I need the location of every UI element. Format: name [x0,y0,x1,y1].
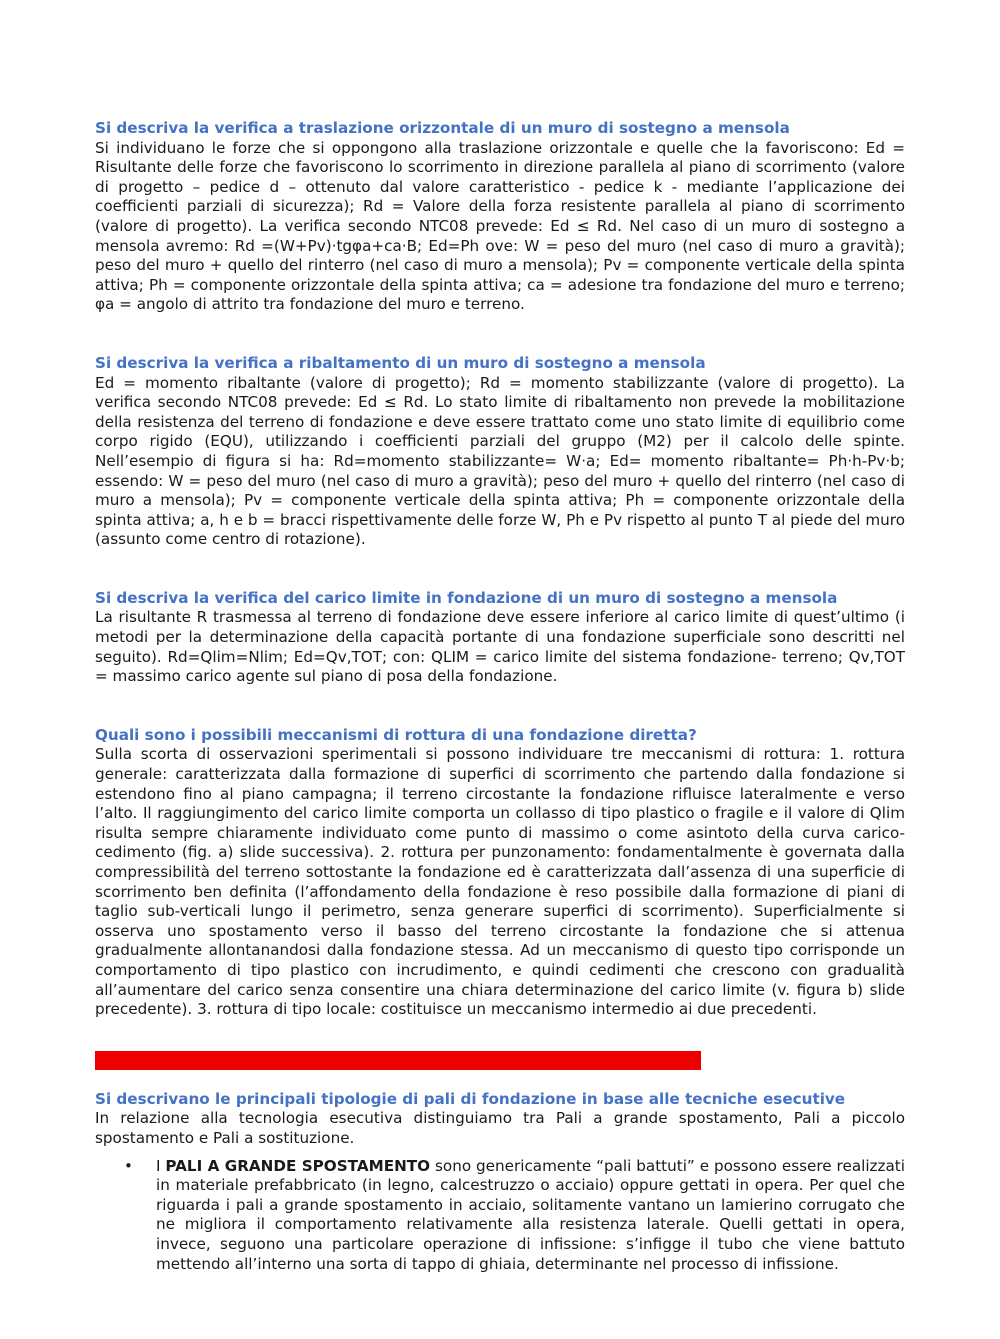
section-translation-check [95,119,905,315]
section-bearing-capacity-check [95,589,905,687]
section-heading: Si descriva la verifica a ribaltamento di un muro di sostegno a mensola [95,353,706,372]
bullet-text: sono genericamente “pali battuti” e possono essere realizzati in materiale prefabbricato (in legno, calcestruzzo o acciaio) oppure gettati in opera. Per quel che riguarda i pali a grande spostamento in acciaio, solitamente vantano un lamierino corrugato che ne migliora il comportamento relativamente alla resistenza laterale. Quelli gettati in opera, invece, seguono una particolare operazione di infissione: s’infigge il tubo che viene battuto mettendo all’interno una sorta di tappo di ghiaia, determinante nel processo di infissione. [156,1156,905,1273]
section-failure-mechanisms [95,726,905,1020]
section-body: La risultante R trasmessa al terreno di fondazione deve essere inferiore al carico limite di quest’ultimo (i metodi per la determinazione della capacità portante di una fondazione superficiale sono descritti nel seguito). Rd=Qlim=Nlim; Ed=Qv,TOT; con: QLIM = carico limite del sistema fondazione- terreno; Qv,TOT = massimo carico agente sul piano di posa della fondazione. [95,608,905,686]
bullet-icon: • [124,1156,133,1175]
section-body: Si individuano le forze che si oppongono alla traslazione orizzontale e quelle che la favoriscono: Ed = Risultante delle forze che favoriscono lo scorrimento in direzione parallela al piano di scorrimento (valore di progetto – pedice d – ottenuto dal valore caratteristico - pedice k - mediante l’applicazione dei coefficienti parziali di sicurezza); Rd = Valore della forza resistente parallela al piano di scorrimento (valore di progetto). La verifica secondo NTC08 prevede: Ed ≤ Rd. Nel caso di un muro di sostegno a mensola avremo: Rd =(W+Pv)·tgφa+ca·B; Ed=Ph ove: W = peso del muro (nel caso di muro a gravità); peso del muro + quello del rinterro (nel caso di muro a mensola); Pv = componente verticale della spinta attiva; Ph = componente orizzontale della spinta attiva; ca = adesione tra fondazione del muro e terreno; φa = angolo di attrito tra fondazione del muro e terreno. [95,138,905,314]
section-pile-types [95,1090,905,1274]
section-body: Ed = momento ribaltante (valore di progetto); Rd = momento stabilizzante (valore di progetto). La verifica secondo NTC08 prevede: Ed ≤ Rd. Lo stato limite di ribaltamento non prevede la mobilitazione della resistenza del terreno di fondazione e deve essere trattato come uno stato limite di equilibrio come corpo rigido (EQU), utilizzando i coefficienti parziali del gruppo (M2) per il calcolo delle spinte. Nell’esempio di figura si ha: Rd=momento stabilizzante= W·a; Ed= momento ribaltante= Ph·h-Pv·b; essendo: W = peso del muro (nel caso di muro a gravità); peso del muro + quello del rinterro (nel caso di muro a mensola); Pv = componente verticale della spinta attiva; Ph = componente orizzontale della spinta attiva; a, h e b = bracci rispettivamente delle forze W, Ph e Pv rispetto al punto T al piede del muro (assunto come centro di rotazione). [95,373,905,549]
section-heading: Si descrivano le principali tipologie di pali di fondazione in base alle tecniche esecutive [95,1089,846,1108]
section-heading: Si descriva la verifica del carico limite in fondazione di un muro di sostegno a mensola [95,588,838,607]
red-divider-bar [95,1051,701,1070]
bullet-bold-term: PALI A GRANDE SPOSTAMENTO [165,1156,431,1175]
bullet-prefix: I [156,1156,166,1175]
section-overturning-check [95,354,905,550]
section-heading: Si descriva la verifica a traslazione orizzontale di un muro di sostegno a mensola [95,119,790,137]
section-body: Sulla scorta di osservazioni sperimentali si possono individuare tre meccanismi di rottura: 1. rottura generale: caratterizzata dalla formazione di superfici di scorrimento che partendo dalla fondazione si estendono fino al piano campagna; il terreno circostante la fondazione rifluisce lateralmente e verso l’alto. Il raggiungimento del carico limite comporta un collasso di tipo plastico o fragile e il valore di Qlim risulta sempre chiaramente individuato come punto di massimo o come asintoto della curva carico-cedimento (fig. a) slide successiva). 2. rottura per punzonamento: fondamentalmente è governata dalla compressibilità del terreno sottostante la fondazione ed è caratterizzata dall’assenza di una superficie di scorrimento ben definita (l’affondamento della fondazione è reso possibile dalla formazione di piani di taglio sub-verticali lungo il perimetro, senza generare superfici di scorrimento). Superficialmente si osserva uno spostamento verso il basso del terreno circostante la fondazione che si attenua gradualmente allontanandosi dalla fondazione stessa. Ad un meccanismo di questo tipo corrisponde un comportamento di tipo plastico con incrudimento, e quindi cedimenti che crescono con gradualità all’aumentare del carico senza consentire una chiara determinazione del carico limite (v. figura b) slide precedente). 3. rottura di tipo locale: costituisce un meccanismo intermedio ai due precedenti. [95,745,905,1019]
document-page [95,119,905,1274]
bullet-list [95,1157,905,1275]
section-body: In relazione alla tecnologia esecutiva distinguiamo tra Pali a grande spostamento, Pali a piccolo spostamento e Pali a sostituzione. [95,1109,905,1147]
list-item [95,1157,905,1275]
section-heading: Quali sono i possibili meccanismi di rottura di una fondazione diretta? [95,725,697,744]
